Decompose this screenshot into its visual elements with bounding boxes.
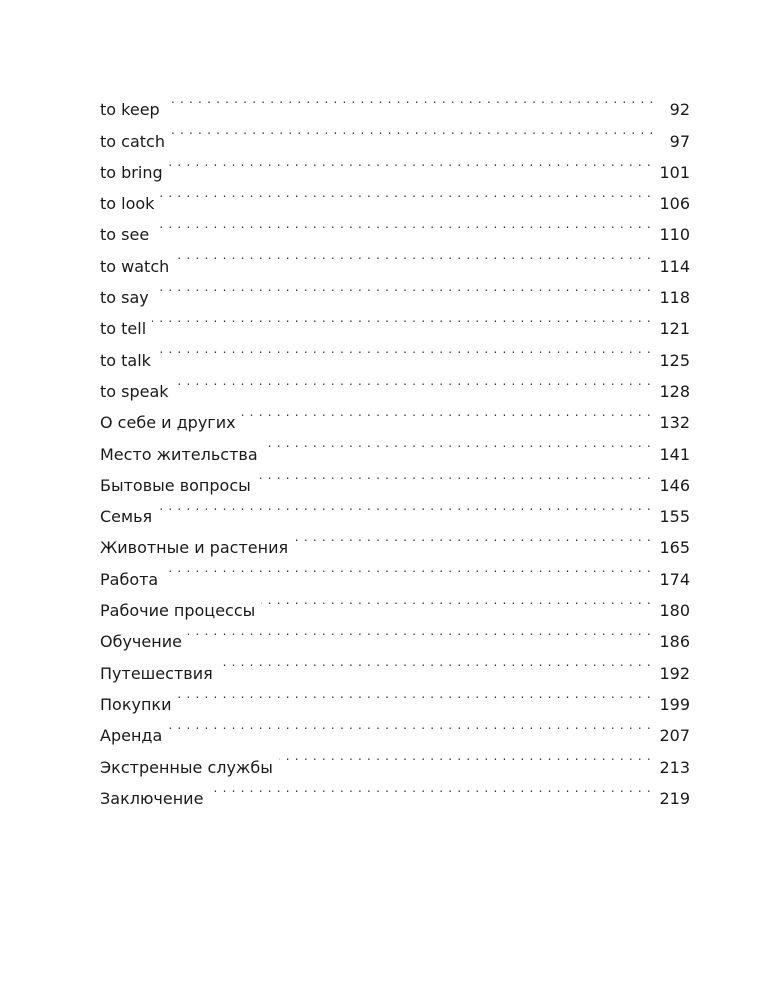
toc-entry-page: 125 [659, 350, 690, 370]
toc-entry-page: 114 [659, 256, 690, 276]
toc-entry[interactable] [100, 178, 690, 214]
toc-entry-page: 92 [669, 100, 690, 120]
toc-entry-title: to tell [100, 319, 147, 339]
toc-entry-page: 180 [659, 601, 690, 621]
toc-entry[interactable] [100, 647, 690, 683]
toc-entry-page: 199 [659, 694, 690, 714]
toc-entry-page: 141 [659, 444, 690, 464]
dot-leader [257, 460, 652, 491]
toc-entry-title: Семья [100, 507, 153, 527]
toc-entry-page: 165 [659, 538, 690, 558]
dot-leader [157, 334, 652, 365]
dot-leader [175, 240, 651, 271]
toc-entry[interactable] [100, 397, 690, 433]
toc-entry-title: Бытовые вопросы [100, 475, 251, 495]
dot-leader [209, 773, 651, 804]
toc-entry-page: 174 [659, 569, 690, 589]
dot-leader [158, 491, 651, 522]
dot-leader [188, 616, 652, 647]
toc-entry-page: 97 [669, 131, 690, 151]
toc-entry-title: Обучение [100, 632, 182, 652]
toc-entry[interactable] [100, 303, 690, 339]
toc-entry-title: Рабочие процессы [100, 601, 256, 621]
toc-entry-title: to bring [100, 162, 163, 182]
toc-entry[interactable] [100, 522, 690, 558]
toc-entry[interactable] [100, 679, 690, 714]
toc-entry-title: to keep [100, 100, 160, 120]
toc-entry-title: to watch [100, 256, 170, 276]
dot-leader [171, 115, 654, 146]
dot-leader [155, 272, 652, 303]
toc-entry[interactable] [100, 115, 690, 151]
toc-entry-page: 186 [659, 632, 690, 652]
toc-entry-page: 146 [659, 475, 690, 495]
toc-entry[interactable] [100, 240, 690, 276]
toc-entry-title: to catch [100, 131, 165, 151]
toc-entry-page: 106 [659, 194, 690, 214]
table-of-contents [100, 84, 690, 808]
toc-entry[interactable] [100, 710, 690, 746]
dot-leader [175, 366, 652, 397]
toc-entry[interactable] [100, 334, 690, 370]
toc-entry[interactable] [100, 366, 690, 401]
toc-entry[interactable] [100, 272, 690, 308]
toc-entry-title: Место жительства [100, 444, 258, 464]
toc-entry-title: Животные и растения [100, 538, 289, 558]
toc-entry-title: Аренда [100, 726, 163, 746]
toc-entry-title: Экстренные службы [100, 757, 273, 777]
dot-leader [177, 679, 651, 710]
toc-entry[interactable] [100, 553, 690, 589]
toc-entry-title: Покупки [100, 694, 172, 714]
toc-entry-page: 219 [659, 788, 690, 808]
toc-entry-title: to look [100, 194, 155, 214]
toc-entry-page: 110 [659, 225, 690, 245]
toc-entry-title: to say [100, 288, 149, 308]
toc-entry[interactable] [100, 491, 690, 527]
toc-entry[interactable] [100, 616, 690, 652]
toc-entry-page: 192 [659, 663, 690, 683]
toc-entry[interactable] [100, 741, 690, 777]
toc-entry-title: to speak [100, 381, 169, 401]
toc-entry-page: 132 [659, 413, 690, 433]
toc-entry-title: Заключение [100, 788, 204, 808]
dot-leader [279, 741, 652, 772]
toc-entry-page: 121 [659, 319, 690, 339]
toc-entry[interactable] [100, 585, 690, 621]
dot-leader [152, 303, 651, 334]
dot-leader [155, 209, 651, 240]
toc-entry-page: 128 [659, 381, 690, 401]
dot-leader [166, 84, 654, 115]
toc-entry-title: Путешествия [100, 663, 213, 683]
toc-entry-title: Работа [100, 569, 159, 589]
dot-leader [160, 178, 651, 209]
toc-entry-title: О себе и других [100, 413, 236, 433]
toc-entry[interactable] [100, 209, 690, 245]
dot-leader [219, 647, 652, 678]
dot-leader [164, 553, 651, 584]
dot-leader [264, 428, 652, 459]
dot-leader [294, 522, 651, 553]
toc-entry-title: to see [100, 225, 150, 245]
toc-entry-page: 207 [659, 726, 690, 746]
dot-leader [169, 147, 652, 178]
toc-entry-page: 118 [659, 288, 690, 308]
toc-entry[interactable] [100, 84, 690, 120]
dot-leader [168, 710, 651, 741]
toc-entry-title: to talk [100, 350, 151, 370]
toc-entry-page: 213 [659, 757, 690, 777]
dot-leader [261, 585, 651, 616]
toc-entry-page: 101 [659, 162, 690, 182]
dot-leader [242, 397, 652, 428]
toc-entry[interactable] [100, 147, 690, 182]
toc-entry-page: 155 [659, 507, 690, 527]
